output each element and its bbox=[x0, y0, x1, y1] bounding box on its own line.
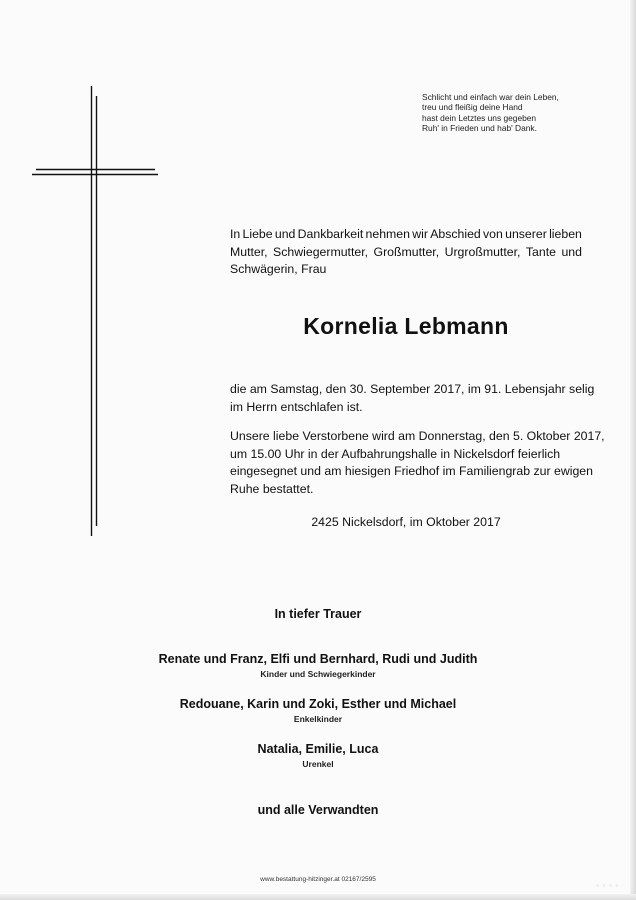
word: Tante bbox=[525, 244, 556, 259]
poem-line: hast dein Letztes uns gegeben bbox=[422, 112, 537, 123]
passing-text bbox=[230, 381, 595, 416]
funeral-line: um 15.00 Uhr in der Aufbahrungshalle in Nickelsdorf feierlich bbox=[230, 446, 561, 461]
funeral-text bbox=[230, 428, 605, 498]
mourner-role: Kinder und Schwiegerkinder bbox=[260, 669, 376, 679]
intro-text bbox=[230, 226, 582, 279]
mourner-role: Enkelkinder bbox=[293, 714, 343, 724]
mourner-names: Natalia, Emilie, Luca bbox=[257, 742, 379, 756]
passing-line: im Herrn entschlafen ist. bbox=[230, 399, 363, 414]
page-edge-right bbox=[630, 0, 636, 900]
mourner-names: Renate und Franz, Elfi und Bernhard, Rudi und Judith bbox=[158, 652, 478, 666]
passing-line: die am Samstag, den 30. September 2017, im 91. Lebensjahr selig bbox=[230, 382, 595, 396]
cross-icon bbox=[32, 86, 158, 536]
closing-line: und alle Verwandten bbox=[257, 803, 379, 817]
poem-line: treu und fleißig deine Hand bbox=[422, 102, 523, 113]
word: und bbox=[274, 227, 296, 241]
word: nehmen bbox=[365, 227, 410, 241]
word: Schwiegermutter, bbox=[273, 244, 369, 259]
deceased-name: Kornelia Lebmann bbox=[303, 313, 509, 339]
funeral-line: eingesegnet und am hiesigen Friedhof im Familiengrab zur ewigen bbox=[230, 464, 593, 478]
mourner-names: Redouane, Karin und Zoki, Esther und Michael bbox=[179, 697, 457, 711]
word: lieben bbox=[549, 227, 582, 241]
page-edge-bottom bbox=[0, 894, 636, 900]
memorial-poem bbox=[422, 92, 622, 133]
word: wir bbox=[412, 227, 428, 241]
word: Liebe bbox=[242, 227, 273, 241]
funeral-line: Ruhe bestattet. bbox=[230, 481, 314, 496]
funeral-line: Unsere liebe Verstorbene wird am Donnerstag, den 5. Oktober 2017, bbox=[230, 429, 605, 443]
funeral-home-footer: www.bestattung-hitzinger.at 02167/2595 bbox=[260, 876, 376, 883]
place-date: 2425 Nickelsdorf, im Oktober 2017 bbox=[311, 515, 501, 529]
word: Dankbarkeit bbox=[297, 227, 364, 241]
intro-line: Schwägerin, Frau bbox=[230, 262, 327, 276]
intro-line bbox=[230, 244, 582, 262]
word: Mutter, bbox=[230, 244, 268, 259]
mourner-role: Urenkel bbox=[302, 759, 334, 769]
word: unserer bbox=[505, 227, 547, 241]
poem-line: Schlicht und einfach war dein Leben, bbox=[422, 92, 559, 102]
word: von bbox=[483, 227, 503, 241]
poem-line: Ruh' in Frieden und hab' Dank. bbox=[422, 122, 537, 133]
word: In bbox=[230, 227, 241, 241]
word: und bbox=[561, 244, 582, 259]
word: Urgroßmutter, bbox=[444, 244, 521, 259]
mourning-heading: In tiefer Trauer bbox=[274, 607, 362, 621]
word: Abschied bbox=[430, 227, 481, 241]
word: Großmutter, bbox=[373, 244, 440, 259]
intro-line bbox=[230, 226, 582, 244]
corner-mark: ○ ○ ○ ○ bbox=[596, 883, 620, 889]
